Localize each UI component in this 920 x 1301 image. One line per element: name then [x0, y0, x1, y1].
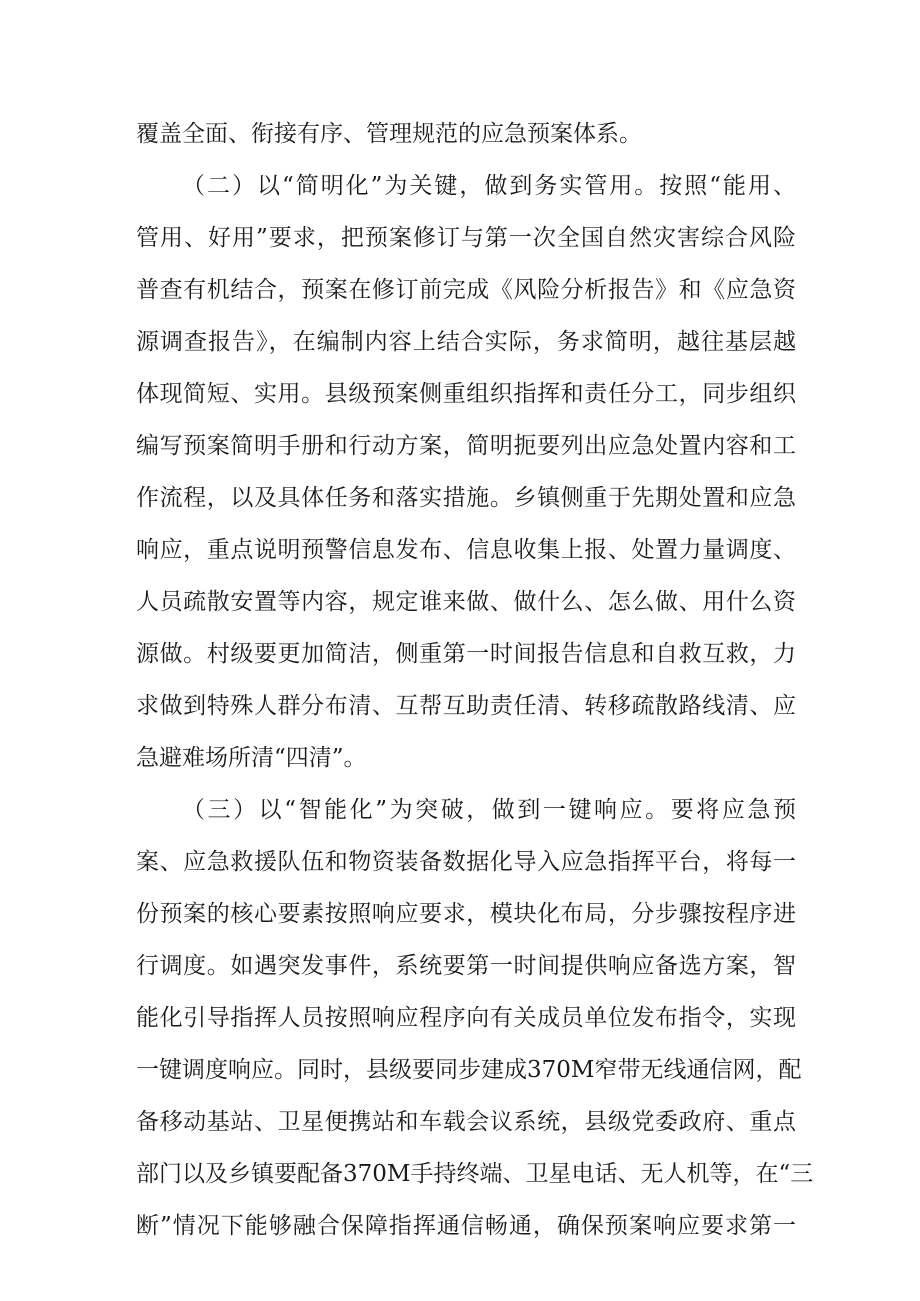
- text-line: 能化引导指挥人员按照响应程序向有关成员单位发布指令，实现: [136, 1005, 796, 1031]
- text-line: 体现简短、实用。县级预案侧重组织指挥和责任分工，同步组织: [136, 381, 796, 407]
- text-line: 备移动基站、卫星便携站和车载会议系统，县级党委政府、重点: [136, 1109, 796, 1135]
- section-heading-3: （三）以“智能化”为突破，做到一键响应。要将应急预: [182, 797, 796, 823]
- text-line: 响应，重点说明预警信息发布、信息收集上报、处置力量调度、: [136, 537, 796, 563]
- text-line: 行调度。如遇突发事件，系统要第一时间提供响应备选方案，智: [136, 953, 796, 979]
- text-line: 编写预案简明手册和行动方案，简明扼要列出应急处置内容和工: [136, 433, 796, 459]
- text-line: 源做。村级要更加简洁，侧重第一时间报告信息和自救互救，力: [136, 641, 796, 667]
- text-line: 求做到特殊人群分布清、互帮互助责任清、转移疏散路线清、应: [136, 693, 796, 719]
- section-heading-2: （二）以“简明化”为关键，做到务实管用。按照“能用、: [182, 173, 796, 199]
- text-line: 源调查报告》，在编制内容上结合实际，务求简明，越往基层越: [136, 329, 796, 355]
- text-line: 急避难场所清“四清”。: [136, 745, 367, 771]
- text-line: 部门以及乡镇要配备370M手持终端、卫星电话、无人机等，在“三: [136, 1161, 814, 1187]
- text-line: 案、应急救援队伍和物资装备数据化导入应急指挥平台，将每一: [136, 849, 796, 875]
- text-line: 普查有机结合，预案在修订前完成《风险分析报告》和《应急资: [136, 277, 796, 303]
- text-line: 覆盖全面、衔接有序、管理规范的应急预案体系。: [136, 121, 642, 147]
- text-line: 一键调度响应。同时，县级要同步建成370M窄带无线通信网，配: [136, 1057, 802, 1083]
- text-line: 人员疏散安置等内容，规定谁来做、做什么、怎么做、用什么资: [136, 589, 796, 615]
- text-line: 份预案的核心要素按照响应要求，模块化布局，分步骤按程序进: [136, 901, 796, 927]
- text-line: 断”情况下能够融合保障指挥通信畅通，确保预案响应要求第一: [136, 1213, 796, 1239]
- text-line: 作流程，以及具体任务和落实措施。乡镇侧重于先期处置和应急: [136, 485, 796, 511]
- text-line: 管用、好用”要求，把预案修订与第一次全国自然灾害综合风险: [136, 225, 796, 251]
